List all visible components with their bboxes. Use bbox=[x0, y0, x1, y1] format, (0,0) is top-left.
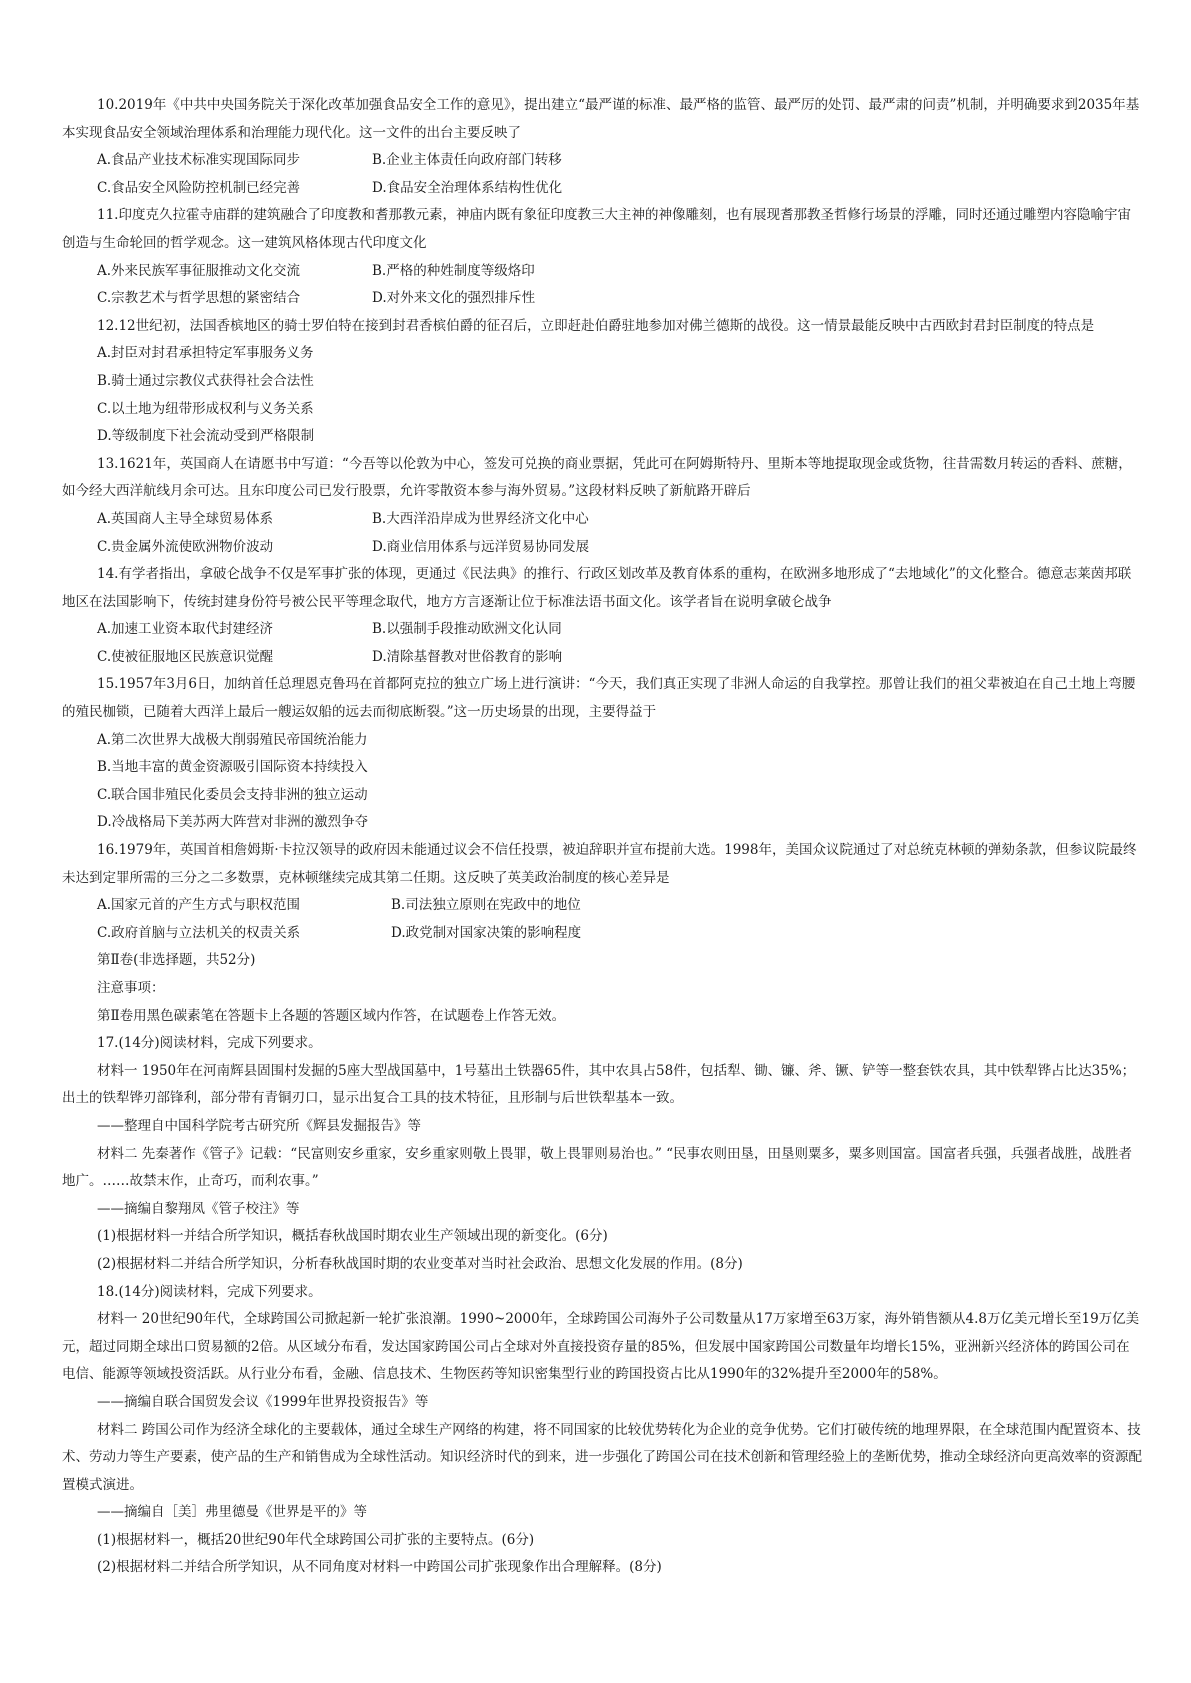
part-2-note: 第Ⅱ卷用黑色碳素笔在答题卡上各题的答题区域内作答，在试题卷上作答无效。 bbox=[97, 1007, 566, 1024]
question-11-option-a[interactable]: A.外来民族军事征服推动文化交流 bbox=[97, 262, 301, 279]
question-16-option-b[interactable]: B.司法独立原则在宪政中的地位 bbox=[391, 897, 581, 914]
question-10-stem: 10.2019年《中共中央国务院关于深化改革加强食品安全工作的意见》，提出建立“最严谨的标准、最严格的监管、最严厉的处罚、最严肃的问责”机制，并明确要求到2035年基本实现食品安全领域治理体系和治理能力现代化。这一文件的出台主要反映了 bbox=[62, 97, 1140, 141]
question-16-stem: 16.1979年，英国首相詹姆斯·卡拉汉领导的政府因未能通过议会不信任投票，被迫辞职并宣布提前大选。1998年，美国众议院通过了对总统克林顿的弹劾条款，但参议院最终未达到定罪所需的三分之二多数票，克林顿继续完成其第二任期。这反映了英美政治制度的核心差异是 bbox=[62, 842, 1137, 886]
question-16-option-d[interactable]: D.政党制对国家决策的影响程度 bbox=[391, 924, 582, 941]
question-13-option-d[interactable]: D.商业信用体系与远洋贸易协同发展 bbox=[372, 538, 590, 555]
question-18-requirement-1: (1)根据材料一，概括20世纪90年代全球跨国公司扩张的主要特点。(6分) bbox=[97, 1531, 535, 1548]
question-14-options-row-1 bbox=[62, 616, 1142, 644]
question-16-option-a[interactable]: A.国家元首的产生方式与职权范围 bbox=[97, 897, 301, 914]
question-10-option-b[interactable]: B.企业主体责任向政府部门转移 bbox=[372, 152, 562, 169]
question-17-material-2: 材料二 先秦著作《管子》记载：“民富则安乡重家，安乡重家则敬上畏罪，敬上畏罪则易治也。” “民事农则田垦，田垦则粟多，粟多则国富。国富者兵强，兵强者战胜，战胜者地广。……故禁末作，止奇巧，而利农事。” bbox=[62, 1145, 1133, 1190]
question-12-option-c[interactable]: C.以土地为纽带形成权利与义务关系 bbox=[97, 400, 314, 417]
part-2-title: 第Ⅱ卷(非选择题，共52分) bbox=[97, 952, 256, 969]
question-18-material-1-source: ——摘编自联合国贸发会议《1999年世界投资报告》等 bbox=[97, 1393, 429, 1410]
question-15-option-c[interactable]: C.联合国非殖民化委员会支持非洲的独立运动 bbox=[97, 786, 368, 803]
question-17-requirement-1: (1)根据材料一并结合所学知识，概括春秋战国时期农业生产领域出现的新变化。(6分) bbox=[97, 1228, 608, 1245]
question-11-options-row-2 bbox=[62, 285, 1142, 313]
question-14-option-b[interactable]: B.以强制手段推动欧洲文化认同 bbox=[372, 621, 562, 638]
question-18-requirement-2: (2)根据材料二并结合所学知识，从不同角度对材料一中跨国公司扩张现象作出合理解释。(8分) bbox=[97, 1559, 662, 1576]
question-10-options-row-1 bbox=[62, 147, 1142, 175]
question-15-stem: 15.1957年3月6日，加纳首任总理恩克鲁玛在首都阿克拉的独立广场上进行演讲：“今天，我们真正实现了非洲人命运的自我掌控。那曾让我们的祖父辈被迫在自己土地上弯腰的殖民枷锁，已随着大西洋上最后一艘运奴船的远去而彻底断裂。”这一历史场景的出现，主要得益于 bbox=[62, 676, 1136, 721]
question-18-material-1: 材料一 20世纪90年代，全球跨国公司掀起新一轮扩张浪潮。1990~2000年，全球跨国公司海外子公司数量从17万家增至63万家，海外销售额从4.8万亿美元增长至19万亿美元，超过同期全球出口贸易额的2倍。从区域分布看，发达国家跨国公司占全球对外直接投资存量的85%，但发展中国家跨国公司数量年均增长15%，亚洲新兴经济体的跨国公司在电信、能源等领域投资活跃。从行业分布看，金融、信息技术、生物医药等知识密集型行业的跨国投资占比从1990年的32%提升至2000年的58%。 bbox=[62, 1311, 1140, 1383]
exam-page bbox=[62, 92, 1142, 1582]
question-10-option-a[interactable]: A.食品产业技术标准实现国际同步 bbox=[97, 152, 301, 169]
question-10-option-d[interactable]: D.食品安全治理体系结构性优化 bbox=[372, 179, 563, 196]
question-17-material-2-source: ——摘编自黎翔凤《管子校注》等 bbox=[97, 1200, 300, 1217]
question-14-option-d[interactable]: D.清除基督教对世俗教育的影响 bbox=[372, 648, 563, 665]
question-12-stem: 12.12世纪初，法国香槟地区的骑士罗伯特在接到封君香槟伯爵的征召后，立即赶赴伯爵驻地参加对佛兰德斯的战役。这一情景最能反映中古西欧封君封臣制度的特点是 bbox=[97, 317, 1095, 334]
question-11-stem: 11.印度克久拉霍寺庙群的建筑融合了印度教和耆那教元素，神庙内既有象征印度教三大主神的神像雕刻，也有展现耆那教圣哲修行场景的浮雕，同时还通过雕塑内容隐喻宇宙创造与生命轮回的哲学观念。这一建筑风格体现古代印度文化 bbox=[62, 207, 1131, 251]
question-18-material-2-source: ——摘编自［美］弗里德曼《世界是平的》等 bbox=[97, 1504, 367, 1521]
question-13-stem: 13.1621年，英国商人在请愿书中写道：“今吾等以伦敦为中心，签发可兑换的商业票据，凭此可在阿姆斯特丹、里斯本等地提取现金或货物，往昔需数月转运的香料、蔗糖，如今经大西洋航线月余可达。且东印度公司已发行股票，允许零散资本参与海外贸易。”这段材料反映了新航路开辟后 bbox=[62, 455, 1132, 500]
question-16-option-c[interactable]: C.政府首脑与立法机关的权责关系 bbox=[97, 924, 301, 941]
question-10-option-c[interactable]: C.食品安全风险防控机制已经完善 bbox=[97, 179, 301, 196]
question-18-heading: 18.(14分)阅读材料，完成下列要求。 bbox=[97, 1283, 322, 1300]
question-11-option-c[interactable]: C.宗教艺术与哲学思想的紧密结合 bbox=[97, 290, 301, 307]
question-15-option-a[interactable]: A.第二次世界大战极大削弱殖民帝国统治能力 bbox=[97, 731, 368, 748]
question-17-heading: 17.(14分)阅读材料，完成下列要求。 bbox=[97, 1035, 322, 1052]
question-16-options-row-2 bbox=[62, 920, 1142, 948]
question-13-option-c[interactable]: C.贵金属外流使欧洲物价波动 bbox=[97, 538, 274, 555]
question-14-option-a[interactable]: A.加速工业资本取代封建经济 bbox=[97, 621, 274, 638]
question-15-option-d[interactable]: D.冷战格局下美苏两大阵营对非洲的激烈争夺 bbox=[97, 814, 369, 831]
question-13-option-b[interactable]: B.大西洋沿岸成为世界经济文化中心 bbox=[372, 510, 589, 527]
question-17-material-1: 材料一 1950年在河南辉县固围村发掘的5座大型战国墓中，1号墓出土铁器65件，其中农具占58件，包括犁、锄、镰、斧、镢、铲等一整套铁农具，其中铁犁铧占比达35%；出土的铁犁铧刃部锋利，部分带有青铜刃口，显示出复合工具的技术特征，且形制与后世铁犁基本一致。 bbox=[62, 1062, 1136, 1107]
question-12-option-d[interactable]: D.等级制度下社会流动受到严格限制 bbox=[97, 428, 315, 445]
question-11-option-d[interactable]: D.对外来文化的强烈排斥性 bbox=[372, 290, 536, 307]
question-14-option-c[interactable]: C.使被征服地区民族意识觉醒 bbox=[97, 648, 274, 665]
question-17-requirement-2: (2)根据材料二并结合所学知识，分析春秋战国时期的农业变革对当时社会政治、思想文化发展的作用。(8分) bbox=[97, 1255, 743, 1272]
question-16-options-row-1 bbox=[62, 892, 1142, 920]
question-12-option-b[interactable]: B.骑士通过宗教仪式获得社会合法性 bbox=[97, 372, 314, 389]
question-17-material-1-source: ——整理自中国科学院考古研究所《辉县发掘报告》等 bbox=[97, 1117, 421, 1134]
part-2-note-label: 注意事项： bbox=[97, 980, 165, 996]
question-13-options-row-2 bbox=[62, 534, 1142, 562]
question-13-option-a[interactable]: A.英国商人主导全球贸易体系 bbox=[97, 510, 274, 527]
question-12-option-a[interactable]: A.封臣对封君承担特定军事服务义务 bbox=[97, 345, 314, 362]
question-14-stem: 14.有学者指出，拿破仑战争不仅是军事扩张的体现，更通过《民法典》的推行、行政区划改革及教育体系的重构，在欧洲多地形成了“去地域化”的文化整合。德意志莱茵邦联地区在法国影响下，传统封建身份符号被公民平等理念取代，地方方言逐渐让位于标准法语书面文化。该学者旨在说明拿破仑战争 bbox=[62, 566, 1132, 610]
question-14-options-row-2 bbox=[62, 644, 1142, 672]
question-11-options-row-1 bbox=[62, 258, 1142, 286]
question-10-options-row-2 bbox=[62, 175, 1142, 203]
question-11-option-b[interactable]: B.严格的种姓制度等级烙印 bbox=[372, 262, 535, 279]
question-18-material-2: 材料二 跨国公司作为经济全球化的主要载体，通过全球生产网络的构建，将不同国家的比较优势转化为企业的竞争优势。它们打破传统的地理界限，在全球范围内配置资本、技术、劳动力等生产要素，使产品的生产和销售成为全球性活动。知识经济时代的到来，进一步强化了跨国公司在技术创新和管理经验上的垄断优势，推动全球经济向更高效率的资源配置模式演进。 bbox=[62, 1421, 1142, 1493]
question-13-options-row-1 bbox=[62, 506, 1142, 534]
question-15-option-b[interactable]: B.当地丰富的黄金资源吸引国际资本持续投入 bbox=[97, 759, 368, 776]
